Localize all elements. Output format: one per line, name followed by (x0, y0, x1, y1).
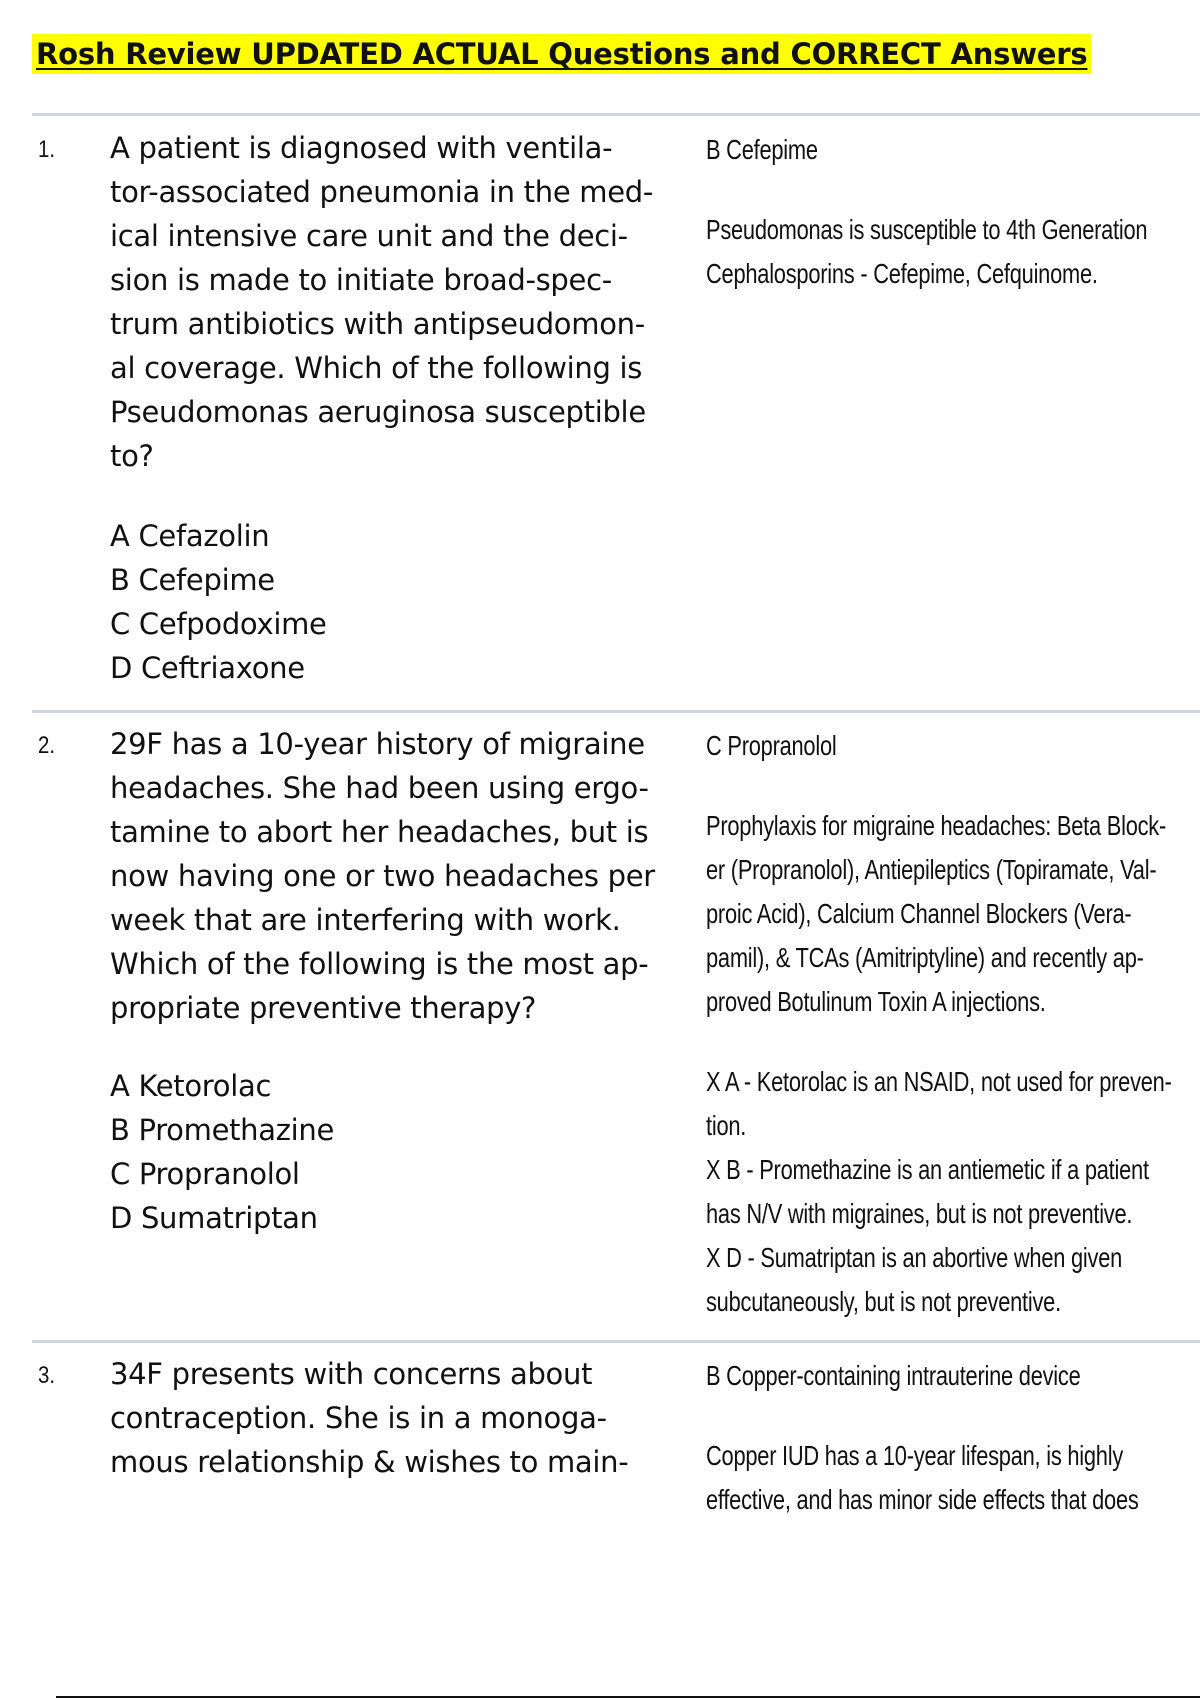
correct-answer (706, 724, 1172, 1324)
correct-answer (706, 128, 1148, 296)
option-c: C Propranolol (110, 1157, 300, 1191)
divider (32, 710, 1200, 713)
divider (32, 113, 1200, 116)
spacer (706, 1024, 1127, 1060)
explanation-line: Prophylaxis for migraine headaches: Beta Block- (706, 810, 1167, 841)
explanation-line: effective, and has minor side effects that does (706, 1484, 1139, 1515)
stem-line: week that are interfering with work. (110, 903, 621, 937)
divider (32, 1340, 1200, 1343)
stem-line: now having one or two headaches per (110, 859, 655, 893)
stem-line: trum antibiotics with antipseudomon- (110, 307, 645, 341)
option-b: B Promethazine (110, 1113, 335, 1147)
option-b: B Cefepime (110, 563, 275, 597)
option-a: A Ketorolac (110, 1069, 272, 1103)
explanation-line: Cephalosporins - Cefepime, Cefquinome. (706, 258, 1098, 289)
document-title-container (32, 34, 1172, 74)
question-number: 3. (38, 1362, 56, 1389)
distractor-line: tion. (706, 1110, 747, 1141)
question-stem (110, 722, 690, 1030)
option-a: A Cefazolin (110, 519, 270, 553)
question-number: 1. (38, 136, 56, 163)
stem-line: tor-associated pneumonia in the med- (110, 175, 654, 209)
stem-line: 29F has a 10-year history of migraine (110, 727, 645, 761)
answer-label: B Cefepime (706, 134, 818, 165)
explanation-line: er (Propranolol), Antiepileptics (Topiramate, Val- (706, 854, 1157, 885)
stem-line: to? (110, 439, 154, 473)
stem-line: Which of the following is the most ap- (110, 947, 649, 981)
stem-line: A patient is diagnosed with ventila- (110, 131, 613, 165)
spacer (706, 768, 1127, 804)
question-number: 2. (38, 732, 56, 759)
document-title: Rosh Review UPDATED ACTUAL Questions and CORRECT Answers (32, 34, 1091, 74)
answer-options (110, 514, 327, 690)
distractor-line: X A - Ketorolac is an NSAID, not used for preven- (706, 1066, 1172, 1097)
stem-line: Pseudomonas aeruginosa susceptible (110, 395, 646, 429)
distractor-line: has N/V with migraines, but is not preventive. (706, 1198, 1133, 1229)
spacer (706, 1398, 1127, 1434)
question-stem (110, 1352, 690, 1484)
distractor-line: X D - Sumatriptan is an abortive when given (706, 1242, 1123, 1273)
correct-answer (706, 1354, 1139, 1522)
stem-line: contraception. She is in a monoga- (110, 1401, 607, 1435)
spacer (706, 172, 1127, 208)
stem-line: sion is made to initiate broad-spec- (110, 263, 612, 297)
explanation-line: proved Botulinum Toxin A injections. (706, 986, 1046, 1017)
distractor-line: subcutaneously, but is not preventive. (706, 1286, 1061, 1317)
explanation-line: Pseudomonas is susceptible to 4th Generation (706, 214, 1148, 245)
answer-options (110, 1064, 334, 1240)
stem-line: propriate preventive therapy? (110, 991, 537, 1025)
option-c: C Cefpodoxime (110, 607, 327, 641)
explanation-line: pamil), & TCAs (Amitriptyline) and recently ap- (706, 942, 1144, 973)
option-d: D Ceftriaxone (110, 651, 305, 685)
option-d: D Sumatriptan (110, 1201, 318, 1235)
stem-line: mous relationship & wishes to main- (110, 1445, 629, 1479)
stem-line: ical intensive care unit and the deci- (110, 219, 628, 253)
explanation-line: Copper IUD has a 10-year lifespan, is highly (706, 1440, 1124, 1471)
stem-line: al coverage. Which of the following is (110, 351, 643, 385)
stem-line: 34F presents with concerns about (110, 1357, 593, 1391)
explanation-line: proic Acid), Calcium Channel Blockers (Vera- (706, 898, 1132, 929)
distractor-line: X B - Promethazine is an antiemetic if a patient (706, 1154, 1149, 1185)
stem-line: tamine to abort her headaches, but is (110, 815, 649, 849)
answer-label: B Copper-containing intrauterine device (706, 1360, 1081, 1391)
question-stem (110, 126, 690, 478)
footer-rule (56, 1696, 1200, 1698)
answer-label: C Propranolol (706, 730, 837, 761)
stem-line: headaches. She had been using ergo- (110, 771, 649, 805)
